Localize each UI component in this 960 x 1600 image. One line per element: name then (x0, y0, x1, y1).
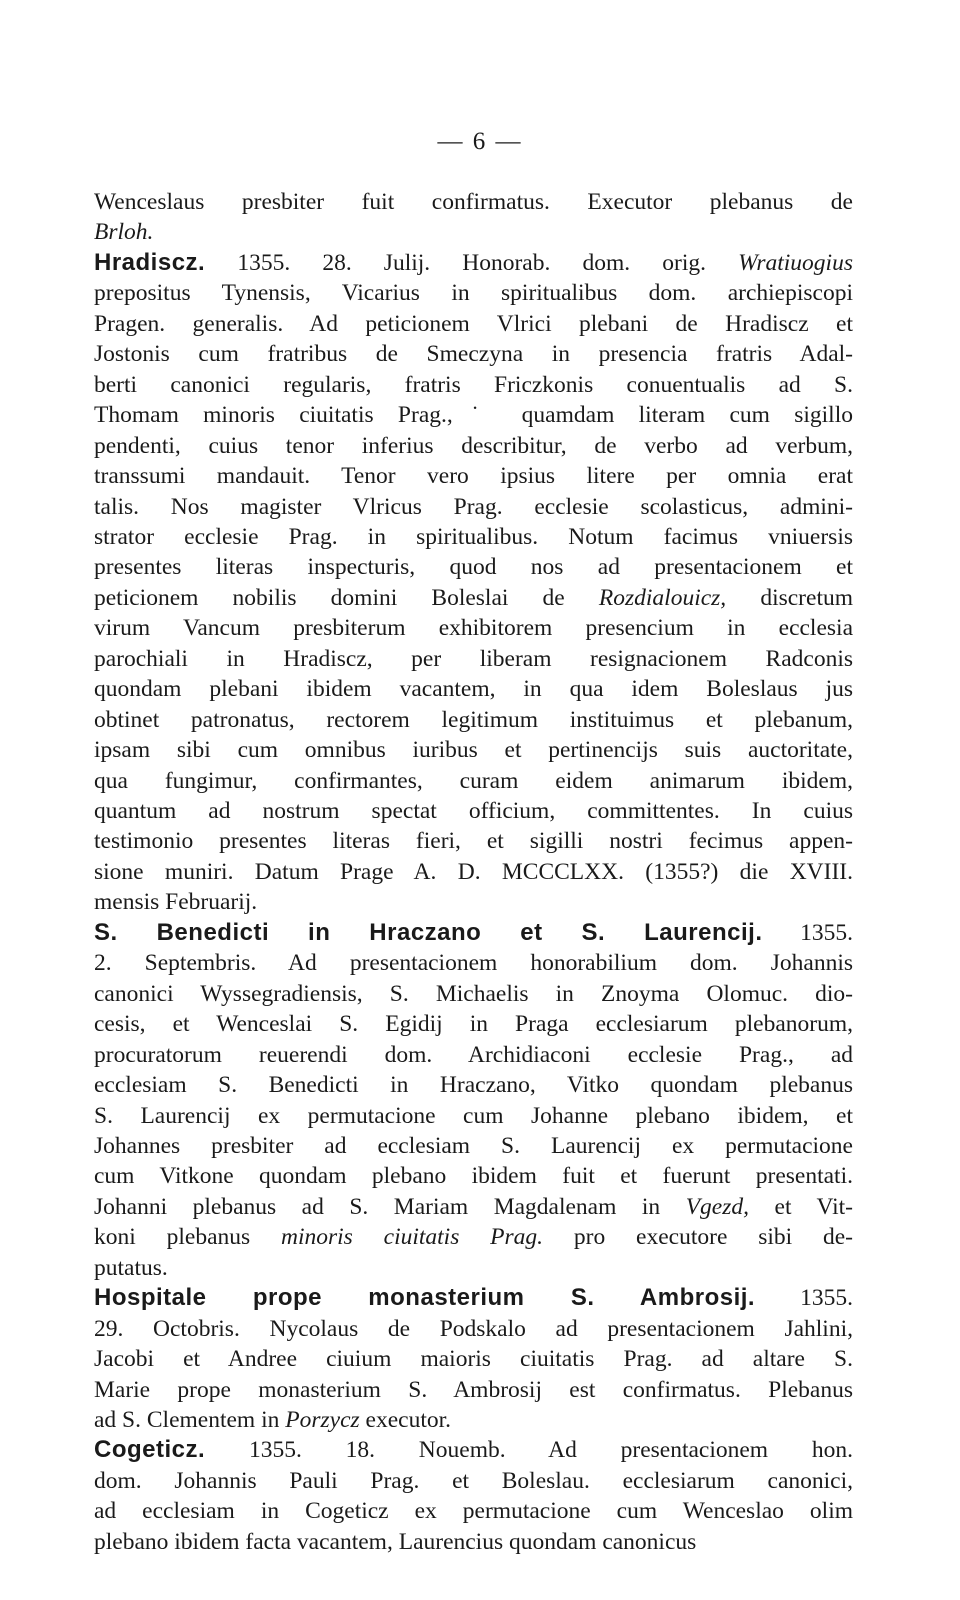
text-segment: 2. Septembris. Ad presentacionem honorabilium dom. Johannis (94, 950, 853, 977)
text-segment: mensis Februarij. (94, 889, 258, 916)
text-segment: Thomam minoris ciuitatis Prag.,˙ quamdam literam cum sigillo (94, 402, 853, 429)
text-segment: procuratorum reuerendi dom. Archidiaconi ecclesie Prag., ad (94, 1041, 853, 1068)
text-line (94, 431, 853, 461)
text-line (94, 309, 853, 339)
section-heading: Hradiscz. (94, 248, 206, 276)
text-line (94, 187, 853, 217)
text-segment: canonici Wyssegradiensis, S. Michaelis in Znoyma Olomuc. dio- (94, 980, 853, 1007)
text-segment: pendenti, cuius tenor inferius describitur, de verbo ad verbum, (94, 432, 853, 459)
text-line (94, 339, 853, 369)
italic-text: Rozdialouicz, (598, 584, 727, 611)
text-line (94, 857, 853, 887)
text-segment: Jostonis cum fratribus de Smeczyna in presencia fratris Adal- (94, 341, 853, 368)
text-line (94, 1101, 853, 1131)
text-line (94, 1283, 853, 1313)
text-segment: discretum (726, 584, 853, 611)
text-segment: berti canonici regularis, fratris Friczkonis conuentualis ad S. (94, 371, 853, 398)
page-number: — 6 — (437, 128, 523, 155)
text-line (94, 735, 853, 765)
text-segment: quondam plebani ibidem vacantem, in qua idem Boleslaus jus (94, 676, 853, 703)
text-segment: Johannes presbiter ad ecclesiam S. Laurencij ex permutacione (94, 1132, 853, 1159)
text-line (94, 1040, 853, 1070)
text-line (94, 766, 853, 796)
text-line (94, 613, 853, 643)
text-line (94, 552, 853, 582)
text-line (94, 979, 853, 1009)
text-line (94, 1070, 853, 1100)
italic-text: Porzycz (285, 1407, 360, 1433)
text-line (94, 1009, 853, 1039)
text-segment: peticionem nobilis domini Boleslai de (94, 584, 599, 611)
text-segment: plebano ibidem facta vacantem, Laurencius quondam canonicus (94, 1528, 697, 1555)
text-line (94, 1375, 853, 1405)
text-segment: obtinet patronatus, rectorem legitimum instituimus et plebanum, (94, 706, 853, 733)
text-line (94, 705, 853, 735)
text-segment: 1355. 28. Julij. Honorab. dom. orig. (205, 249, 739, 276)
text-line (94, 796, 853, 826)
text-line (94, 400, 853, 430)
text-segment: Marie prope monasterium S. Ambrosij est confirmatus. Plebanus (94, 1376, 853, 1403)
text-segment: cesis, et Wenceslai S. Egidij in Praga ecclesiarum plebanorum, (94, 1011, 853, 1038)
text-segment: testimonio presentes literas fieri, et sigilli nostri fecimus appen- (94, 828, 853, 855)
section-heading: S. Benedicti in Hraczano et S. Laurencij. (94, 918, 763, 946)
text-line (94, 1405, 853, 1435)
text-segment: ecclesiam S. Benedicti in Hraczano, Vitko quondam plebanus (94, 1072, 853, 1099)
text-segment: ad S. Clementem in (94, 1407, 286, 1433)
text-segment: prepositus Tynensis, Vicarius in spiritualibus dom. archiepiscopi (94, 280, 853, 307)
text-segment: ad ecclesiam in Cogeticz ex permutacione cum Wenceslao olim (94, 1498, 853, 1525)
text-segment: putatus. (94, 1254, 168, 1281)
text-line (94, 1192, 853, 1222)
text-line (94, 1496, 853, 1526)
text-line (94, 370, 853, 400)
text-segment: parochiali in Hradiscz, per liberam resignacionem Radconis (94, 645, 853, 672)
text-segment: Wenceslaus presbiter fuit confirmatus. Executor plebanus de (94, 189, 853, 215)
text-segment: talis. Nos magister Vlricus Prag. ecclesie scolasticus, admini- (94, 493, 853, 520)
text-segment: Jacobi et Andree ciuium maioris ciuitatis Prag. ad altare S. (94, 1346, 853, 1373)
text-segment: ipsam sibi cum omnibus iuribus et pertinencijs suis auctoritate, (94, 737, 853, 764)
section-heading: Hospitale prope monasterium S. Ambrosij. (94, 1284, 756, 1312)
text-segment: S. Laurencij ex permutacione cum Johanne plebano ibidem, et (94, 1102, 853, 1129)
italic-text: Brloh. (94, 219, 154, 246)
text-line (94, 1527, 853, 1557)
text-segment: koni plebanus (94, 1224, 281, 1251)
text-line (94, 644, 853, 674)
text-segment: Johanni plebanus ad S. Mariam Magdalenam in (94, 1193, 686, 1220)
text-segment: et Vit- (749, 1193, 853, 1220)
text-segment: executor. (359, 1407, 452, 1433)
text-line (94, 1222, 853, 1252)
text-line (94, 887, 853, 917)
text-segment: 29. Octobris. Nycolaus de Podskalo ad presentacionem Jahlini, (94, 1315, 853, 1342)
text-segment: strator ecclesie Prag. in spiritualibus. Notum facimus vniuersis (94, 523, 853, 550)
text-segment: 1355. (762, 919, 854, 946)
text-line (94, 522, 853, 552)
text-line (94, 918, 853, 948)
text-line (94, 278, 853, 308)
text-line (94, 948, 853, 978)
text-segment: virum Vancum presbiterum exhibitorem presencium in ecclesia (94, 615, 853, 642)
italic-text: Vgezd, (685, 1193, 749, 1220)
text-segment: 1355. (755, 1285, 853, 1312)
text-segment: dom. Johannis Pauli Prag. et Boleslau. ecclesiarum canonici, (94, 1467, 853, 1494)
text-segment: quantum ad nostrum spectat officium, committentes. In cuius (94, 798, 853, 824)
text-segment: qua fungimur, confirmantes, curam eidem animarum ibidem, (94, 767, 853, 794)
text-line (94, 492, 853, 522)
text-segment: transsumi mandauit. Tenor vero ipsius litere per omnia erat (94, 463, 853, 490)
text-line (94, 826, 853, 856)
text-line (94, 1131, 853, 1161)
text-line (94, 583, 853, 613)
text-segment: 1355. 18. Nouemb. Ad presentacionem hon. (205, 1437, 853, 1464)
text-line (94, 1435, 853, 1465)
italic-text: minoris ciuitatis Prag. (280, 1224, 544, 1251)
text-segment: cum Vitkone quondam plebano ibidem fuit et fuerunt presentati. (94, 1163, 853, 1190)
text-line (94, 1161, 853, 1191)
text-segment: sione muniri. Datum Prage A. D. MCCCLXX. (1355?) die XVIII. (94, 858, 853, 885)
text-line (94, 248, 853, 278)
italic-text: Wratiuogius (738, 249, 853, 276)
text-line (94, 461, 853, 491)
text-segment: presentes literas inspecturis, quod nos ad presentacionem et (94, 554, 853, 581)
text-segment: pro executore sibi de- (543, 1224, 853, 1251)
section-heading: Cogeticz. (94, 1436, 206, 1464)
text-line (94, 217, 853, 247)
text-line (94, 1466, 853, 1496)
text-line (94, 1314, 853, 1344)
text-line (94, 674, 853, 704)
text-line (94, 1344, 853, 1374)
text-segment: Pragen. generalis. Ad peticionem Vlrici plebani de Hradiscz et (94, 310, 853, 337)
text-line (94, 1253, 853, 1283)
